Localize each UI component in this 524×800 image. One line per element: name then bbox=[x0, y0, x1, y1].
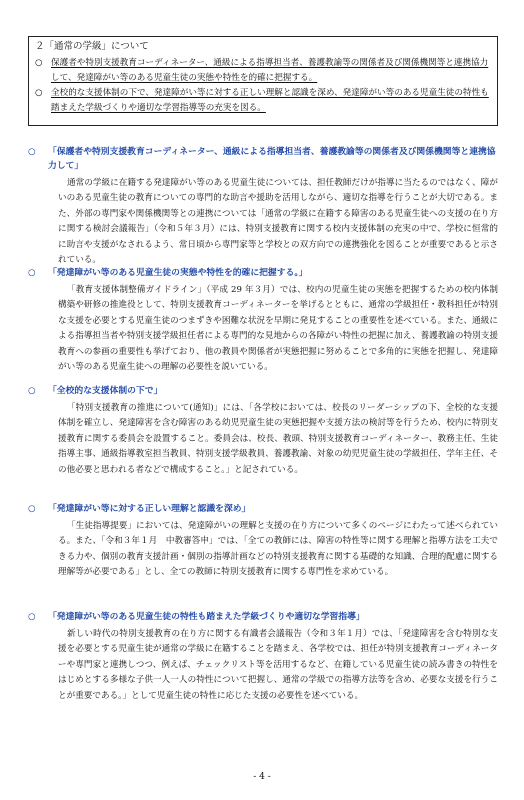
section-heading bbox=[28, 610, 498, 624]
section-support-system bbox=[28, 384, 498, 478]
summary-item bbox=[35, 56, 491, 86]
section-body: 「教育支援体制整備ガイドライン」（平成 29 年３月）では、校内の児童生徒の実態を把握するための校内体制構築や研修の推進役として、特別支援教育コーディネーターを挙げるとともに、通常の学級担任・教科担任が特別な支援を必要とする児童生徒のつまずきや困難な状況を早期に発見することの重要性を述べている。また、通級による指導担当者や特別支援学級担任者による専門的な見地からの各障がい特性の把握に加え、養護教諭の特別支援教育への参画の重要性も挙げており、他の教員や関係者が実態把握に努めることで多角的に実態を把握し、発達障がい等のある児童生徒への理解の必要性を説いている。 bbox=[58, 285, 498, 373]
page-number: - 4 - bbox=[253, 772, 271, 782]
circle-bullet-icon: ○ bbox=[28, 386, 36, 396]
circle-bullet-icon: ○ bbox=[28, 147, 36, 157]
section-heading-text: 「保護者や特別支援教育コーディネーター、通級による指導担当者、養護教諭等の関係者及び関係機関等と連携協力して」 bbox=[48, 147, 496, 171]
section-heading-text: 「発達障がい等のある児童生徒の特性も踏まえた学級づくりや適切な学習指導」 bbox=[48, 612, 365, 622]
circle-bullet-icon: ○ bbox=[35, 58, 43, 68]
summary-item-text: 全校的な支援体制の下で、発達障がい等に対する正しい理解と認識を深め、発達障がい等のある児童生徒の特性も踏まえた学級づくりや適切な学習指導等の充実を図る。 bbox=[51, 88, 489, 113]
summary-box bbox=[28, 36, 498, 126]
section-heading bbox=[28, 384, 498, 398]
summary-title: ２「通常の学級」について bbox=[35, 41, 149, 52]
circle-bullet-icon: ○ bbox=[28, 268, 36, 278]
section-heading bbox=[28, 502, 498, 516]
summary-item-text: 保護者や特別支援教育コーディネーター、通級による指導担当者、養護教諭等の関係者及び関係機関等と連携協力して、発達障がい等のある児童生徒の実態や特性を的確に把握する。 bbox=[51, 58, 489, 83]
section-class-management bbox=[28, 610, 498, 704]
circle-bullet-icon: ○ bbox=[35, 88, 43, 98]
section-heading-text: 「全校的な支援体制の下で」 bbox=[48, 386, 163, 396]
section-heading bbox=[28, 145, 498, 173]
section-heading-text: 「発達障がい等のある児童生徒の実態や特性を的確に把握する。」 bbox=[48, 268, 308, 278]
section-understanding bbox=[28, 502, 498, 581]
summary-item bbox=[35, 86, 491, 116]
section-heading-text: 「発達障がい等に対する正しい理解と認識を深め」 bbox=[48, 504, 251, 514]
section-body: 「生徒指導提要」においては、発達障がいの理解と支援の在り方について多くのページにわたって述べられている。また、「令和３年１月 中教審答申」では、「全ての教師には、障害の特性等に関する理解と指導方法を工夫できる力や、個別の教育支援計画・個別の指導計画などの特別支援教育に関する基礎的な知識、合理的配慮に関する理解等が必要である」とし、全ての教師に特別支援教育に関する専門性を求めている。 bbox=[58, 521, 498, 578]
section-assessment bbox=[28, 266, 498, 375]
section-body: 新しい時代の特別支援教育の在り方に関する有識者会議報告（令和３年１月）では、「発達障害を含む特別な支援を必要とする児童生徒が通常の学級に在籍することを踏まえ、各学校では、担任が特別支援教育コーディネーターや専門家と連携しつつ、例えば、チェックリスト等を活用するなど、在籍している児童生徒の読み書きの特性をはじめとする多様な子供一人一人の特性について把握し、通常の学級での指導方法等を含め、必要な支援を行うことが重要である。」として児童生徒の特性に応じた支援の必要性を述べている。 bbox=[58, 629, 498, 701]
section-collaboration bbox=[28, 145, 498, 268]
section-body: 「特別支援教育の推進について(通知)」には、「各学校においては、校長のリーダーシップの下、全校的な支援体制を確立し、発達障害を含む障害のある幼児児童生徒の実態把握や支援方法の検討等を行うため、校内に特別支援教育に関する委員会を設置すること。委員会は、校長、教頭、特別支援教育コーディネーター、教務主任、生徒指導主事、通級指導教室担当教員、特別支援学級教員、養護教諭、対象の幼児児童生徒の学級担任、学年主任、その他必要と思われる者などで構成すること。」と記されている。 bbox=[58, 403, 498, 475]
section-heading bbox=[28, 266, 498, 280]
circle-bullet-icon: ○ bbox=[28, 504, 36, 514]
section-body: 通常の学級に在籍する発達障がい等のある児童生徒については、担任教師だけが指導に当たるのではなく、障がいのある児童生徒の教育についての専門的な助言や援助を活用しながら、適切な指導を行うことが大切である。また、外部の専門家や関係機関等との連携については「通常の学級に在籍する障害のある児童生徒への支援の在り方に関する検討会議報告」（令和５年３月）には、特別支援教育に関する校内支援体制の充実の中で、学校に恒常的に助言や支援がなされるよう、常日頃から専門家等と学校との双方向での連携強化を図ることが重要であると示されている。 bbox=[58, 178, 498, 266]
circle-bullet-icon: ○ bbox=[28, 612, 36, 622]
